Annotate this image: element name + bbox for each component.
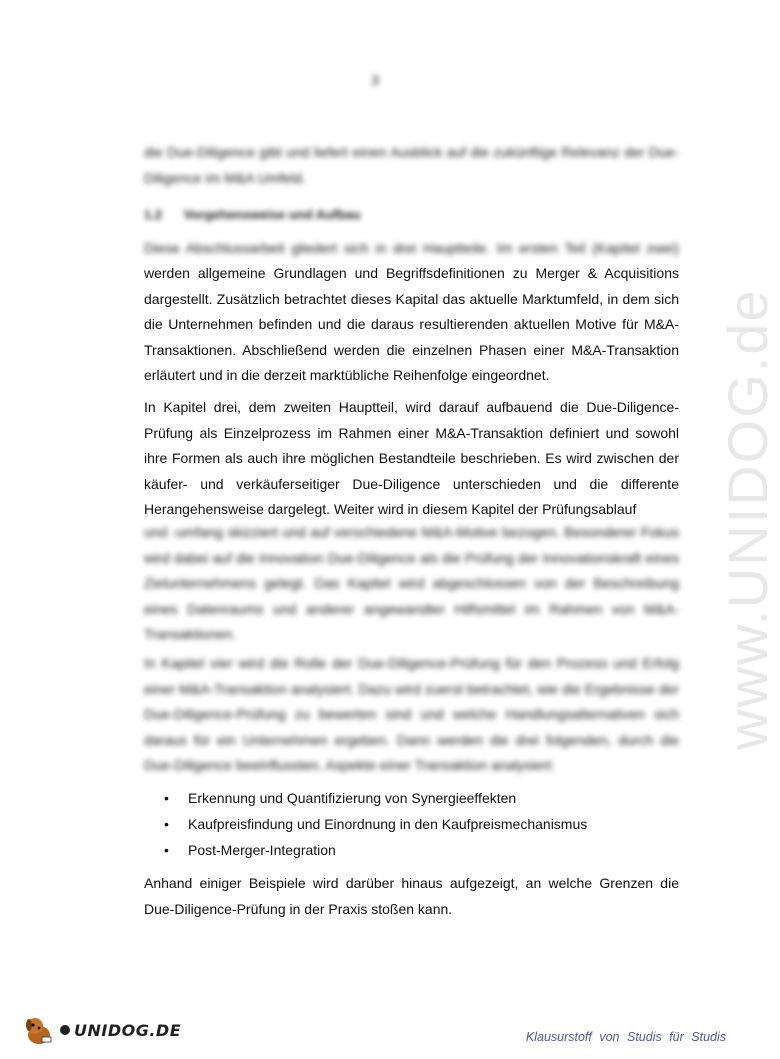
page-number: 3 — [371, 72, 379, 88]
para1-blurred-line: Diese Abschlussarbeit gliedert sich in drei Hauptteile. Im ersten Teil (Kapitel zwei) — [144, 240, 679, 256]
para1-visible: werden allgemeine Grundlagen und Begriffsdefinitionen zu Merger & Acquisitions dargestellt. Zusätzlich betrachtet dieses Kapital das aktuelle Marktumfeld, in dem sich die Unternehmen befinden und die daraus resultierenden aktuellen Motive für M&A-Transaktionen. Abschließend werden die einzelnen Phasen einer M&A-Transaktion erläutert und in die derzeit marktübliche Reihenfolge eingeordnet. — [144, 265, 679, 383]
para2-visible: In Kapitel drei, dem zweiten Hauptteil, wird darauf aufbauend die Due-Diligence-Prüfung als Einzelprozess im Rahmen einer M&A-Transaktion definiert und sowohl ihre Formen als auch ihre möglichen Bestandteile beschrieben. Es wird zwischen der käufer- und verkäuferseitiger Due-Diligence unterschieden und die differente Herangehensweise dargelegt. Weiter wird in diesem Kapitel der Prüfungsablauf — [144, 399, 679, 517]
logo-text: UNIDOG.DE — [74, 1020, 182, 1040]
para2-blurred: und -umfang skizziert und auf verschiedene M&A-Motive bezogen. Besonderer Fokus wird dabei auf die Innovation Due-Diligence als die Prüfung der Innovationskraft eines Zielunternehmens gelegt. Das Kapitel wird abgeschlossen von der Beschreibung eines Datenraums und anderer angewandter Hilfsmittel im Rahmen von M&A-Transaktionen. — [144, 524, 679, 642]
bullet-list — [164, 785, 684, 863]
bullet-item: • Kaufpreisfindung und Einordnung in den Kaufpreismechanismus — [164, 811, 684, 837]
intro-paragraph: die Due-Diligence gibt und liefert einen Ausblick auf die zukünftige Relevanz der Due-Diligence im M&A Umfeld. — [144, 144, 679, 186]
footer-tagline: Klausurstoff von Studis für Studis — [525, 1030, 726, 1044]
unidog-logo — [22, 1013, 181, 1047]
section-title: Vorgehensweise und Aufbau — [183, 207, 361, 222]
bullet-item: • Post-Merger-Integration — [164, 837, 684, 863]
watermark-text: www.UNIDOG.de — [716, 288, 779, 750]
bullet-item: • Erkennung und Quantifizierung von Synergieeffekten — [164, 785, 684, 811]
closing-paragraph: Anhand einiger Beispiele wird darüber hinaus aufgezeigt, an welche Grenzen die Due-Diligence-Prüfung in der Praxis stoßen kann. — [144, 875, 679, 917]
section-number: 1.2 — [144, 207, 163, 222]
para3-blurred: In Kapitel vier wird die Rolle der Due-Diligence-Prüfung für den Prozess und Erfolg einer M&A-Transaktion analysiert. Dazu wird zuerst betrachtet, wie die Ergebnisse der Due-Diligence-Prüfung zu bewerten sind und welche Handlungsalternativen sich daraus für ein Unternehmen ergeben. Dann werden die drei folgenden, durch die Due-Diligence beeinflussten, Aspekte einer Transaktion analysiert: — [144, 655, 679, 773]
section-heading — [144, 207, 361, 222]
dog-mascot-icon — [22, 1013, 56, 1047]
paw-icon — [60, 1025, 70, 1035]
